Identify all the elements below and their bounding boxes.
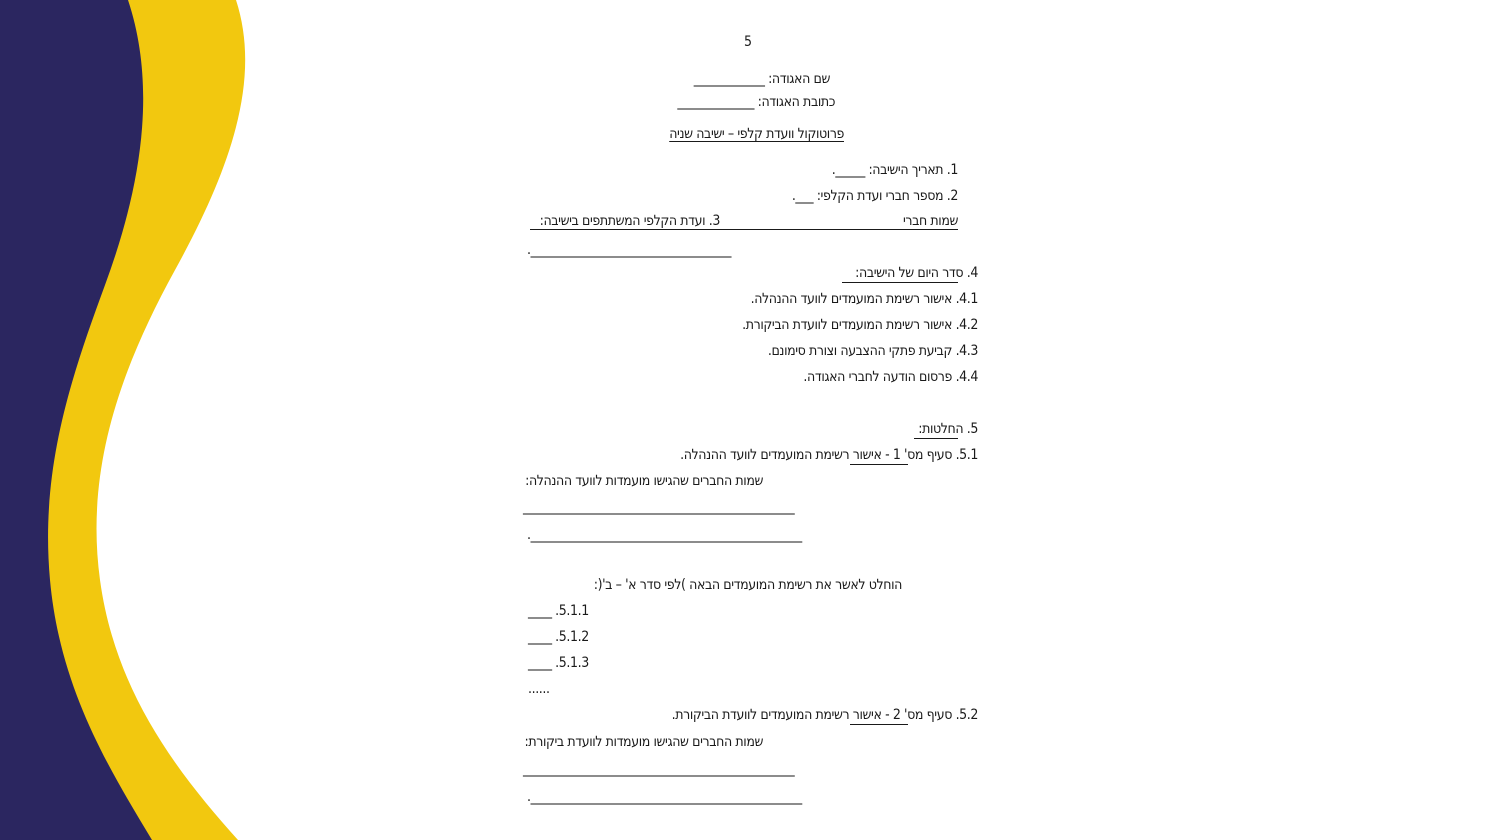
resolution-text: הוחלט לאשר את רשימת המועמדים הבאה )לפי סדר א' – ב'(: [593,577,902,593]
agenda-item: 4.4. פרסום הודעה לחברי האגודה. [803,369,978,385]
page-number: 5 [744,34,752,50]
participating-members-blank: .__________________________________ [527,242,732,258]
candidate-line: ____ .5.1.2 [528,629,589,645]
decorative-wave-background [0,0,260,840]
item3-underline [530,229,958,230]
meeting-date-line: 1. תאריך הישיבה: _____. [831,162,958,178]
candidate-ellipsis: ...... [528,681,550,697]
audit-blank-line: ______________________________________________ [523,761,795,777]
decisions-heading-underline [914,438,958,439]
management-blank-line: .______________________________________________ [527,527,802,543]
candidate-line: ____ .5.1.3 [528,655,589,671]
management-blank-line: ______________________________________________ [523,499,795,515]
committee-members-count-line: 2. מספר חברי ועדת הקלפי: ___. [791,188,958,204]
audit-blank-line: .______________________________________________ [527,789,802,805]
section-5-1-line: 5.1. סעיף מס' 1 - אישור רשימת המועמדים לוועד ההנהלה. [680,447,978,463]
audit-candidates-label: שמות החברים שהגישו מועמדות לוועדת ביקורת: [524,734,763,750]
participating-members-label: שמות חברי [902,213,958,229]
document-title: פרוטוקול וועדת קלפי – ישיבה שניה [669,126,844,142]
association-name-line: שם האגודה: ____________ [693,71,830,87]
agenda-item: 4.1. אישור רשימת המועמדים לוועד ההנהלה. [750,291,978,307]
agenda-heading: 4. סדר היום של הישיבה: [855,265,978,281]
candidate-line: ____ .5.1.1 [528,603,589,619]
section-5-2-underline [850,724,908,725]
decisions-heading: 5. החלטות: [918,421,978,437]
management-candidates-label: שמות החברים שהגישו מועמדות לוועד ההנהלה: [525,473,763,489]
section-5-2-line: 5.2. סעיף מס' 2 - אישור רשימת המועמדים לוועדת הביקורת. [671,707,978,723]
association-address-line: כתובת האגודה: _____________ [677,94,835,110]
agenda-item: 4.2. אישור רשימת המועמדים לוועדת הביקורת. [742,317,978,333]
agenda-item: 4.3. קביעת פתקי ההצבעה וצורת סימונם. [767,343,978,359]
participating-members-label-cont: 3. ועדת הקלפי המשתתפים בישיבה: [539,213,720,229]
section-5-1-underline [850,464,908,465]
agenda-heading-underline [842,282,958,283]
